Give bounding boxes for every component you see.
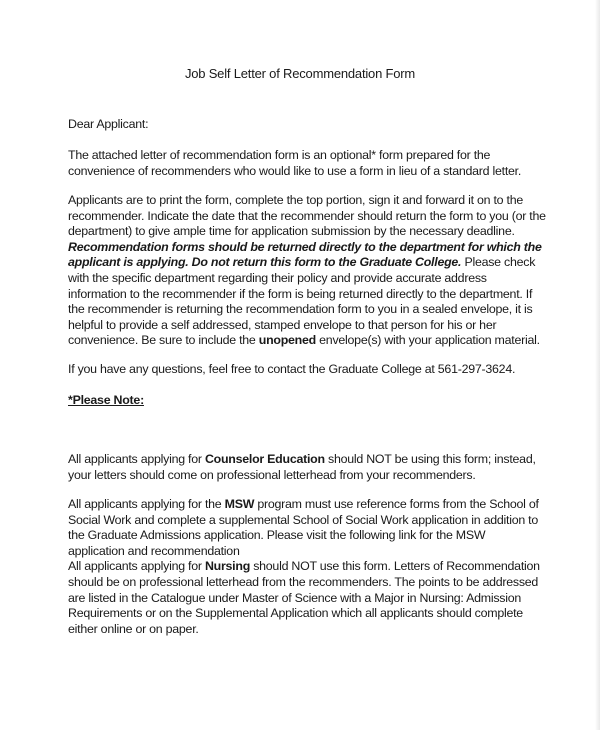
paragraph-text: All applicants applying for — [68, 452, 205, 466]
paragraph-line: If you have any questions, feel free to contact the Graduate College at 561-297-3624. — [68, 362, 516, 376]
intro-paragraph — [68, 148, 568, 179]
paragraph-text: should NOT be using this form; instead, — [324, 452, 536, 466]
paragraph-line: helpful to provide a self addressed, stamped envelope to that person for his or her — [68, 317, 497, 332]
paragraph-line: Applicants are to print the form, complete the top portion, sign it and forward it on to the — [68, 193, 523, 207]
counselor-paragraph — [68, 452, 568, 483]
emphasis-line: Recommendation forms should be returned directly to the department for which the — [68, 239, 542, 254]
paragraph-line: the Graduate Admissions application. Please visit the following link for the MSW — [68, 528, 486, 543]
paragraph-line: are listed in the Catalogue under Master of Science with a Major in Nursing: Admission — [68, 590, 522, 605]
paragraph-line: recommender. Indicate the date that the recommender should return the form to you (or the — [68, 208, 546, 223]
paragraph-line: should be on professional letterhead from the recommenders. The points to be addressed — [68, 574, 539, 589]
paragraph-line: either online or on paper. — [68, 621, 199, 636]
instructions-paragraph — [68, 193, 568, 349]
bold-text: unopened — [258, 333, 316, 348]
note-heading — [68, 393, 568, 409]
paragraph-text: program must use reference forms from the School of — [254, 497, 539, 511]
paragraph-line — [68, 452, 568, 468]
paragraph-line — [68, 559, 568, 575]
paragraph-text: All applicants applying for — [68, 559, 205, 574]
paragraph-text: All applicants applying for the — [68, 497, 225, 511]
paragraph-line: The attached letter of recommendation form is an optional* form prepared for the — [68, 148, 491, 162]
paragraph-line: your letters should come on professional letterhead from your recommenders. — [68, 467, 476, 482]
paragraph-line: department) to give ample time for application submission by the necessary deadline. — [68, 224, 515, 239]
paragraph-line: information to the recommender if the form is being returned directly to the department. If — [68, 286, 533, 301]
bold-text: Nursing — [204, 559, 251, 574]
paragraph-text: envelope(s) with your application material. — [315, 333, 540, 348]
salutation — [68, 117, 568, 133]
contact-paragraph — [68, 362, 568, 378]
paragraph-line: the recommender is returning the recommendation form to you in a sealed envelope, it is — [68, 302, 533, 317]
emphasis-text: applicant is applying. Do not return this form to the Graduate College. — [68, 255, 462, 270]
paragraph-text: convenience. Be sure to include the — [68, 333, 259, 348]
paragraph-line — [68, 333, 568, 349]
salutation-text: Dear Applicant: — [68, 117, 149, 131]
page-edge-shadow — [595, 0, 600, 730]
bold-text: Counselor Education — [204, 452, 325, 466]
paragraph-line — [68, 497, 568, 513]
paragraph-line: Social Work and complete a supplemental School of Social Work application in addition to — [68, 512, 539, 527]
paragraph-line: Requirements or on the Supplemental Application which all applicants should complete — [68, 606, 523, 621]
document-title: Job Self Letter of Recommendation Form — [184, 66, 416, 81]
paragraph-text: should NOT use this form. Letters of Recommendation — [250, 559, 540, 574]
note-heading-text: *Please Note: — [68, 393, 144, 407]
paragraph-line: application and recommendation — [68, 543, 240, 558]
paragraph-text: Please check — [461, 255, 536, 270]
paragraph-line: with the specific department regarding their policy and provide accurate address — [68, 270, 487, 285]
msw-nursing-paragraph — [68, 497, 568, 637]
paragraph-line — [68, 255, 568, 271]
bold-text: MSW — [224, 497, 255, 511]
paragraph-line: convenience of recommenders who would like to use a form in lieu of a standard letter. — [68, 163, 522, 178]
